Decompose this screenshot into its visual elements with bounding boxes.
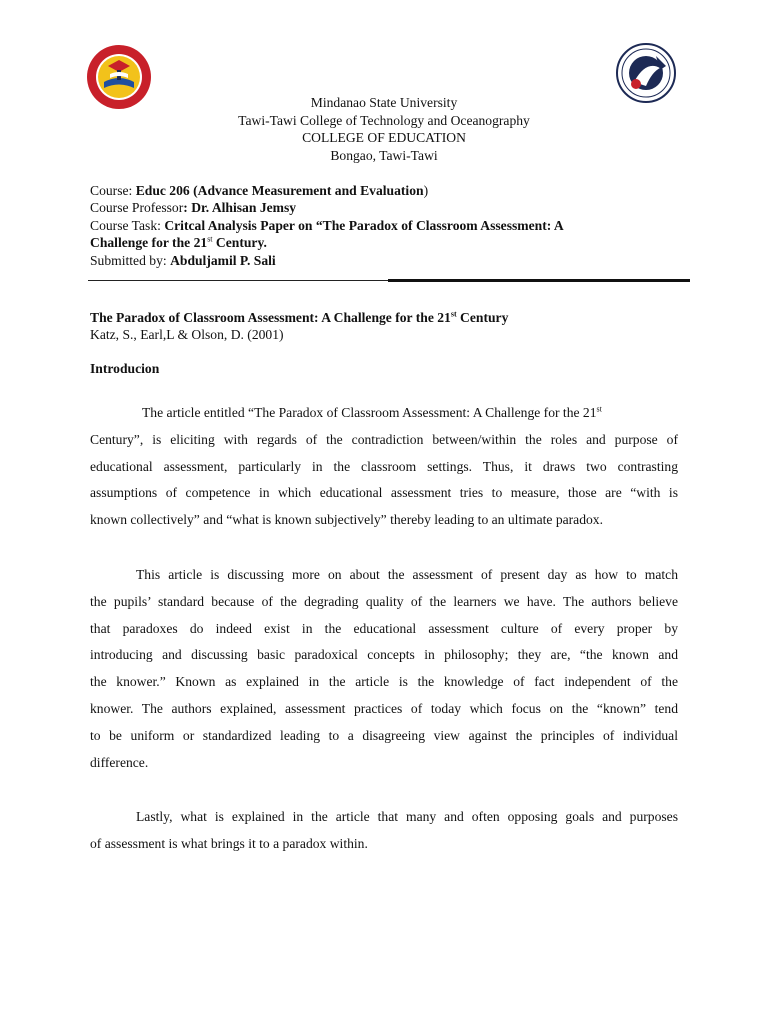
institution-header bbox=[0, 94, 768, 164]
course-row: Course: Educ 206 (Advance Measurement and Evaluation) bbox=[90, 183, 429, 198]
divider-thin bbox=[88, 280, 390, 281]
paragraph-2 bbox=[90, 562, 678, 776]
paragraph-line: knower. The authors explained, assessment practices of today which focus on the “known” tend bbox=[90, 700, 678, 716]
paragraph-line: of assessment is what brings it to a paradox within. bbox=[90, 835, 368, 851]
section-heading: Introducion bbox=[90, 361, 160, 376]
location: Bongao, Tawi-Tawi bbox=[330, 147, 438, 163]
paragraph-line: introducing and discussing basic paradoxical concepts in philosophy; they are, “the known and bbox=[90, 647, 678, 663]
article-title: The Paradox of Classroom Assessment: A Challenge for the 21st Century bbox=[90, 309, 509, 325]
paragraph-line: the knower.” Known as explained in the article is the knowledge of fact independent of the bbox=[90, 674, 678, 690]
article-citation: Katz, S., Earl,L & Olson, D. (2001) bbox=[90, 327, 284, 343]
paragraph-line: Century”, is eliciting with regards of the contradiction between/within the roles and purpose of bbox=[90, 431, 678, 447]
task-row-continued: Challenge for the 21st Century. bbox=[90, 234, 267, 251]
paragraph-line: educational assessment, particularly in the classroom settings. Thus, it draws two contrasting bbox=[90, 458, 678, 474]
university-name: Mindanao State University bbox=[310, 95, 458, 110]
paragraph-line: the pupils’ standard because of the degrading quality of the learners we have. The authors believe bbox=[90, 593, 678, 609]
submitted-row: Submitted by: Abduljamil P. Sali bbox=[90, 252, 276, 268]
task-row: Course Task: Critcal Analysis Paper on “The Paradox of Classroom Assessment: A bbox=[90, 217, 564, 233]
professor-value: : Dr. Alhisan Jemsy bbox=[183, 200, 297, 216]
paragraph-line: difference. bbox=[90, 754, 149, 770]
paragraph-line: that paradoxes do indeed exist in the educational assessment culture of every proper by bbox=[90, 620, 678, 636]
paragraph-1 bbox=[90, 400, 678, 534]
paragraph-line: known collectively” and “what is known subjectively” thereby leading to an ultimate paradox. bbox=[90, 512, 604, 528]
paragraph-line: assumptions of competence in which educational assessment tries to measure, those are “with is bbox=[90, 485, 678, 501]
professor-row: Course Professor: Dr. Alhisan Jemsy bbox=[90, 200, 297, 216]
course-value: Educ 206 (Advance Measurement and Evaluation bbox=[135, 183, 424, 198]
divider-thick bbox=[388, 279, 690, 282]
submitted-value: Abduljamil P. Sali bbox=[170, 252, 276, 268]
department-name: COLLEGE OF EDUCATION bbox=[302, 130, 466, 145]
article-reference bbox=[90, 309, 690, 344]
paragraph-line: to be uniform or standardized leading to a disagreeing view against the principles of individual bbox=[90, 727, 678, 743]
paragraph-3 bbox=[90, 804, 678, 858]
task-value: Critcal Analysis Paper on “The Paradox of Classroom Assessment: A bbox=[164, 217, 564, 233]
paragraph-line: This article is discussing more on about the assessment of present day as how to match bbox=[136, 567, 678, 582]
college-name: Tawi-Tawi College of Technology and Oceanography bbox=[238, 112, 530, 128]
course-details bbox=[90, 182, 690, 269]
paragraph-line: Lastly, what is explained in the article that many and often opposing goals and purposes bbox=[136, 809, 678, 824]
paragraph-line: The article entitled “The Paradox of Classroom Assessment: A Challenge for the 21st bbox=[142, 404, 602, 420]
